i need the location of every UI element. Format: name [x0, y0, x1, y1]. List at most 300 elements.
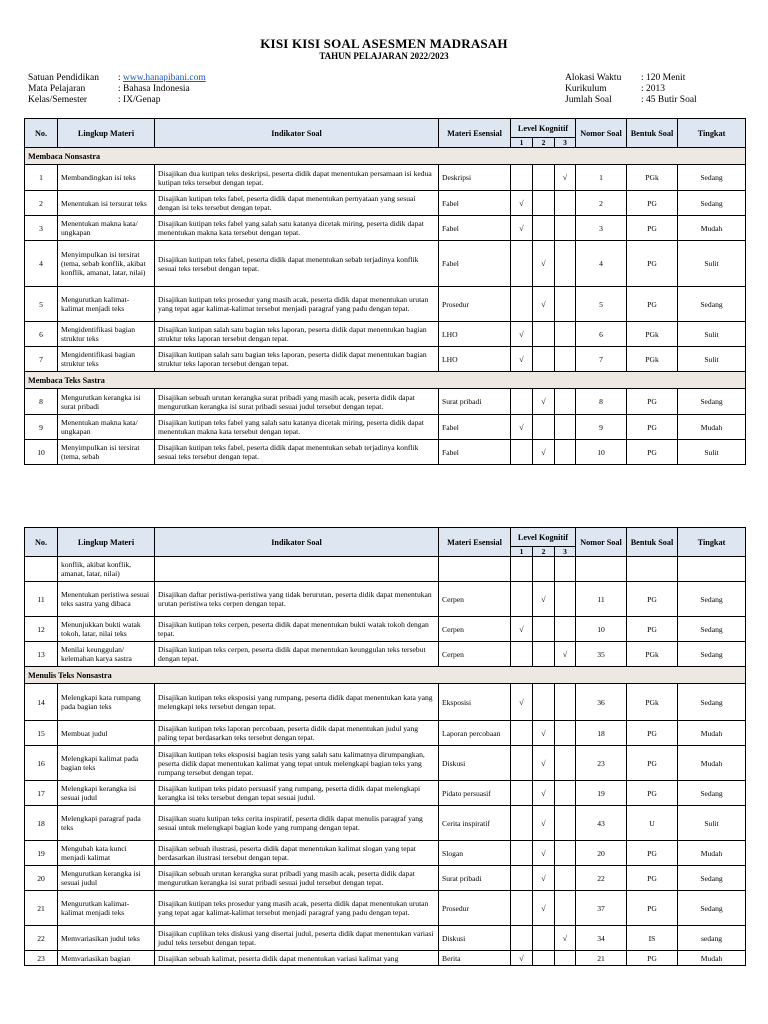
cell-lingkup: Mengurutkan kerangka isi surat pribadi: [58, 389, 155, 415]
table-row: [25, 191, 746, 216]
cell-bentuk: PG: [627, 440, 678, 465]
cell-indikator: Disajikan kutipan teks cerpen, peserta didik dapat menentukan bukti watak tokoh dengan tepat.: [155, 617, 439, 642]
info-left-label: Kelas/Semester: [28, 95, 88, 105]
cell-nomor: 4: [576, 241, 627, 287]
table-row: [25, 841, 746, 866]
table-row: [25, 557, 746, 582]
cell-bentuk: PGk: [627, 165, 678, 191]
cell-indikator: Disajikan kutipan teks fabel yang salah satu katanya dicetak miring, peserta didik dapat menentukan makna kata tersebut dengan tepat.: [155, 415, 439, 440]
cell-materi: Fabel: [439, 241, 511, 287]
cell-level-2: √: [533, 891, 555, 926]
cell-bentuk: PG: [627, 582, 678, 617]
cell-level-1: [511, 866, 533, 891]
section-row: [25, 372, 746, 389]
cell-nomor: 23: [576, 746, 627, 781]
cell-bentuk: PG: [627, 389, 678, 415]
cell-no: 11: [25, 582, 58, 617]
cell-lingkup: konflik, akibat konflik, amanat, latar, nilai): [58, 557, 155, 582]
cell-indikator: Disajikan kutipan teks eksposisi bagian tesis yang salah satu kalimatnya dirumpangkan, peserta didik dapat menentukan kalimat yang tepat untuk melengkapi bagian teks yang rumpang tersebut dengan tepat.: [155, 746, 439, 781]
cell-level-2: [533, 926, 555, 951]
cell-level-3: [555, 241, 576, 287]
table-row: [25, 781, 746, 806]
table-row: [25, 746, 746, 781]
cell-level-3: [555, 891, 576, 926]
cell-materi: Slogan: [439, 841, 511, 866]
cell-nomor: 3: [576, 216, 627, 241]
cell-materi: Cerita inspiratif: [439, 806, 511, 841]
cell-level-3: [555, 582, 576, 617]
cell-level-1: √: [511, 415, 533, 440]
cell-no: [25, 557, 58, 582]
cell-nomor: 2: [576, 191, 627, 216]
cell-level-3: √: [555, 642, 576, 667]
cell-tingkat: Sedang: [678, 684, 746, 721]
col-header-level-3: 3: [555, 138, 576, 148]
cell-tingkat: Sedang: [678, 866, 746, 891]
cell-level-1: √: [511, 347, 533, 372]
table-row: [25, 866, 746, 891]
cell-materi: Fabel: [439, 216, 511, 241]
table-row: [25, 582, 746, 617]
info-left-label: Mata Pelajaran: [28, 84, 86, 94]
cell-bentuk: IS: [627, 926, 678, 951]
info-left-value: : Bahasa Indonesia: [118, 84, 190, 94]
cell-materi: Eksposisi: [439, 684, 511, 721]
cell-bentuk: PG: [627, 216, 678, 241]
cell-lingkup: Menunjukkan bukti watak tokoh, latar, nilai teks: [58, 617, 155, 642]
cell-level-2: √: [533, 582, 555, 617]
cell-level-3: √: [555, 926, 576, 951]
cell-materi: Cerpen: [439, 582, 511, 617]
cell-tingkat: Sedang: [678, 165, 746, 191]
cell-level-3: [555, 721, 576, 746]
cell-indikator: Disajikan kutipan teks pidato persuasif yang rumpang, peserta didik dapat melengkapi kerangka isi teks tersebut dengan tepat sesuai judul.: [155, 781, 439, 806]
cell-level-1: [511, 557, 533, 582]
cell-materi: Surat pribadi: [439, 389, 511, 415]
cell-lingkup: Mengurutkan kalimat-kalimat menjadi teks: [58, 287, 155, 322]
table-row: [25, 347, 746, 372]
cell-level-3: [555, 617, 576, 642]
cell-level-2: √: [533, 721, 555, 746]
cell-bentuk: PGk: [627, 322, 678, 347]
cell-bentuk: PG: [627, 891, 678, 926]
cell-level-1: [511, 165, 533, 191]
table-row: [25, 617, 746, 642]
cell-tingkat: Sedang: [678, 287, 746, 322]
table-row: [25, 891, 746, 926]
col-header-nomor: Nomor Soal: [576, 528, 627, 557]
cell-level-3: [555, 866, 576, 891]
cell-lingkup: Melengkapi kata rumpang pada bagian teks: [58, 684, 155, 721]
cell-nomor: 11: [576, 582, 627, 617]
table-row: [25, 684, 746, 721]
cell-materi: Diskusi: [439, 746, 511, 781]
cell-lingkup: Mengidentifikasi bagian struktur teks: [58, 322, 155, 347]
cell-level-2: [533, 557, 555, 582]
cell-bentuk: PG: [627, 746, 678, 781]
cell-indikator: Disajikan kutipan teks prosedur yang masih acak, peserta didik dapat menentukan urutan yang tepat agar kalimat-kalimat tersebut menjadi paragraf yang padu dengan tepat.: [155, 287, 439, 322]
cell-no: 13: [25, 642, 58, 667]
cell-materi: Prosedur: [439, 891, 511, 926]
cell-level-1: [511, 746, 533, 781]
col-header-lingkup: Lingkup Materi: [58, 528, 155, 557]
info-right-row: [565, 95, 697, 106]
cell-nomor: 10: [576, 617, 627, 642]
cell-tingkat: Mudah: [678, 415, 746, 440]
cell-level-2: [533, 951, 555, 966]
cell-no: 18: [25, 806, 58, 841]
cell-indikator: Disajikan sebuah ilustrasi, peserta didik dapat menentukan kalimat slogan yang tepat berdasarkan ilustrasi tersebut dengan tepat.: [155, 841, 439, 866]
cell-indikator: Disajikan kutipan teks fabel, peserta didik dapat menentukan sebab terjadinya konflik sesuai teks tersebut dengan tepat.: [155, 440, 439, 465]
section-label: Menulis Teks Nonsastra: [25, 667, 746, 684]
col-header-level-2: 2: [533, 138, 555, 148]
cell-materi: Pidato persuasif: [439, 781, 511, 806]
cell-bentuk: PG: [627, 841, 678, 866]
cell-lingkup: Mengurutkan kalimat-kalimat menjadi teks: [58, 891, 155, 926]
cell-bentuk: PG: [627, 191, 678, 216]
col-header-level: Level Kognitif: [511, 119, 576, 138]
cell-level-1: √: [511, 684, 533, 721]
cell-level-1: √: [511, 951, 533, 966]
cell-level-2: √: [533, 389, 555, 415]
cell-level-1: [511, 389, 533, 415]
cell-tingkat: Mudah: [678, 951, 746, 966]
cell-indikator: Disajikan sebuah kalimat, peserta didik dapat menentukan variasi kalimat yang: [155, 951, 439, 966]
cell-bentuk: PGk: [627, 684, 678, 721]
cell-level-2: √: [533, 440, 555, 465]
info-right-value: : 2013: [641, 84, 666, 94]
cell-indikator: Disajikan kutipan teks cerpen, peserta didik dapat menentukan keunggulan teks tersebut dengan tepat.: [155, 642, 439, 667]
cell-level-2: [533, 684, 555, 721]
cell-lingkup: Mengubah kata kunci menjadi kalimat: [58, 841, 155, 866]
cell-bentuk: PG: [627, 866, 678, 891]
cell-level-2: √: [533, 781, 555, 806]
cell-no: 22: [25, 926, 58, 951]
cell-lingkup: Menilai keunggulan/ kelemahan karya sastra: [58, 642, 155, 667]
info-left-row: [28, 95, 206, 106]
cell-tingkat: Sulit: [678, 806, 746, 841]
cell-tingkat: Sulit: [678, 440, 746, 465]
col-header-no: No.: [25, 119, 58, 148]
cell-indikator: Disajikan sebuah urutan kerangka surat pribadi yang masih acak, peserta didik dapat mengurutkan kerangka isi surat pribadi sesuai judul tersebut dengan tepat.: [155, 389, 439, 415]
document-subtitle: TAHUN PELAJARAN 2022/2023: [319, 51, 449, 61]
cell-level-2: [533, 322, 555, 347]
cell-tingkat: Sedang: [678, 389, 746, 415]
cell-level-3: [555, 746, 576, 781]
cell-level-2: √: [533, 746, 555, 781]
cell-level-2: [533, 165, 555, 191]
col-header-indikator: Indikator Soal: [155, 119, 439, 148]
info-right: [565, 73, 697, 106]
cell-level-1: [511, 287, 533, 322]
cell-indikator: Disajikan kutipan teks fabel yang salah satu katanya dicetak miring, peserta didik dapat menentukan makna kata tersebut dengan tepat.: [155, 216, 439, 241]
cell-nomor: 22: [576, 866, 627, 891]
kisi-table-1: [24, 118, 746, 465]
cell-bentuk: PGk: [627, 347, 678, 372]
cell-lingkup: Melengkapi kerangka isi sesuai judul: [58, 781, 155, 806]
cell-indikator: Disajikan kutipan salah satu bagian teks laporan, peserta didik dapat menentukan bagian struktur teks laporan tersebut dengan tepat.: [155, 347, 439, 372]
cell-level-1: [511, 781, 533, 806]
cell-nomor: 35: [576, 642, 627, 667]
cell-materi: Fabel: [439, 415, 511, 440]
cell-level-2: √: [533, 806, 555, 841]
section-label: Membaca Teks Sastra: [25, 372, 746, 389]
table-row: [25, 165, 746, 191]
cell-level-1: √: [511, 617, 533, 642]
cell-no: 23: [25, 951, 58, 966]
cell-nomor: 10: [576, 440, 627, 465]
info-right-value: : 45 Butir Soal: [641, 95, 697, 105]
cell-level-3: [555, 951, 576, 966]
cell-lingkup: Menentukan peristiwa sesuai teks sastra yang dibaca: [58, 582, 155, 617]
cell-indikator: Disajikan kutipan teks laporan percobaan, peserta didik dapat menentukan judul yang paling tepat berdasarkan teks tersebut dengan tepat.: [155, 721, 439, 746]
info-left-value: : IX/Genap: [118, 95, 161, 105]
cell-lingkup: Melengkapi kalimat pada bagian teks: [58, 746, 155, 781]
cell-materi: Laporan percobaan: [439, 721, 511, 746]
cell-nomor: 34: [576, 926, 627, 951]
website-link[interactable]: : www.hanapibani.com: [118, 73, 206, 83]
cell-no: 2: [25, 191, 58, 216]
cell-bentuk: PG: [627, 241, 678, 287]
cell-no: 21: [25, 891, 58, 926]
col-header-indikator: Indikator Soal: [155, 528, 439, 557]
cell-bentuk: PGk: [627, 642, 678, 667]
cell-level-1: √: [511, 191, 533, 216]
cell-nomor: 8: [576, 389, 627, 415]
cell-level-3: √: [555, 165, 576, 191]
info-left: [28, 73, 206, 106]
col-header-no: No.: [25, 528, 58, 557]
cell-tingkat: Sedang: [678, 891, 746, 926]
cell-no: 10: [25, 440, 58, 465]
cell-level-3: [555, 781, 576, 806]
cell-level-3: [555, 841, 576, 866]
table-row: [25, 389, 746, 415]
website-link-text[interactable]: www.hanapibani.com: [123, 73, 206, 83]
section-label: Membaca Nonsastra: [25, 148, 746, 165]
cell-lingkup: Menentukan makna kata/ ungkapan: [58, 216, 155, 241]
table-row: [25, 322, 746, 347]
cell-nomor: 43: [576, 806, 627, 841]
cell-level-1: [511, 891, 533, 926]
cell-level-1: √: [511, 322, 533, 347]
cell-level-3: [555, 806, 576, 841]
cell-level-1: [511, 926, 533, 951]
cell-indikator: Disajikan kutipan teks prosedur yang masih acak, peserta didik dapat menentukan urutan yang tepat agar kalimat-kalimat tersebut menjadi paragraf yang padu dengan tepat.: [155, 891, 439, 926]
cell-no: 7: [25, 347, 58, 372]
table-row: [25, 926, 746, 951]
cell-level-3: [555, 191, 576, 216]
cell-materi: Prosedur: [439, 287, 511, 322]
cell-level-1: [511, 241, 533, 287]
table-row: [25, 721, 746, 746]
cell-lingkup: Menyimpulkan isi tersirat (tema, sebab konflik, akibat konflik, amanat, latar, nilai): [58, 241, 155, 287]
cell-nomor: 36: [576, 684, 627, 721]
cell-no: 9: [25, 415, 58, 440]
cell-lingkup: Membandingkan isi teks: [58, 165, 155, 191]
cell-tingkat: Mudah: [678, 841, 746, 866]
col-header-level-1: 1: [511, 138, 533, 148]
cell-materi: Berita: [439, 951, 511, 966]
info-left-label: Satuan Pendidikan: [28, 73, 99, 83]
col-header-level-3: 3: [555, 547, 576, 557]
cell-level-2: √: [533, 866, 555, 891]
info-left-row: [28, 84, 206, 95]
cell-level-2: [533, 617, 555, 642]
cell-materi: LHO: [439, 347, 511, 372]
cell-bentuk: PG: [627, 287, 678, 322]
cell-bentuk: PG: [627, 951, 678, 966]
cell-bentuk: U: [627, 806, 678, 841]
info-right-value: : 120 Menit: [641, 73, 686, 83]
cell-indikator: [155, 557, 439, 582]
cell-no: 17: [25, 781, 58, 806]
cell-level-3: [555, 389, 576, 415]
cell-lingkup: Menentukan isi tersurat teks: [58, 191, 155, 216]
cell-level-1: [511, 721, 533, 746]
cell-lingkup: Melengkapi paragraf pada teks: [58, 806, 155, 841]
cell-nomor: 9: [576, 415, 627, 440]
cell-tingkat: Sedang: [678, 642, 746, 667]
cell-materi: Cerpen: [439, 642, 511, 667]
table-row: [25, 415, 746, 440]
info-right-row: [565, 84, 697, 95]
cell-level-1: [511, 642, 533, 667]
section-row: [25, 667, 746, 684]
cell-level-2: √: [533, 241, 555, 287]
cell-tingkat: Mudah: [678, 721, 746, 746]
cell-no: 5: [25, 287, 58, 322]
cell-lingkup: Membuat judul: [58, 721, 155, 746]
cell-tingkat: Sedang: [678, 617, 746, 642]
col-header-materi: Materi Esensial: [439, 119, 511, 148]
cell-no: 1: [25, 165, 58, 191]
cell-tingkat: Sulit: [678, 241, 746, 287]
cell-level-2: [533, 216, 555, 241]
cell-materi: Fabel: [439, 191, 511, 216]
cell-level-2: [533, 347, 555, 372]
cell-lingkup: Memvariasikan judul teks: [58, 926, 155, 951]
cell-no: 4: [25, 241, 58, 287]
cell-indikator: Disajikan kutipan teks fabel, peserta didik dapat menentukan sebab terjadinya konflik sesuai teks tersebut dengan tepat.: [155, 241, 439, 287]
cell-level-3: [555, 216, 576, 241]
cell-level-2: [533, 642, 555, 667]
cell-materi: Deskripsi: [439, 165, 511, 191]
info-right-label: Jumlah Soal: [565, 95, 612, 105]
cell-nomor: 1: [576, 165, 627, 191]
cell-level-2: √: [533, 287, 555, 322]
col-header-lingkup: Lingkup Materi: [58, 119, 155, 148]
cell-tingkat: Sedang: [678, 191, 746, 216]
cell-lingkup: Memvariasikan bagian: [58, 951, 155, 966]
cell-level-1: [511, 440, 533, 465]
cell-nomor: 7: [576, 347, 627, 372]
cell-bentuk: [627, 557, 678, 582]
cell-no: 15: [25, 721, 58, 746]
cell-level-2: [533, 191, 555, 216]
cell-indikator: Disajikan cuplikan teks diskusi yang disertai judul, peserta didik dapat menentukan variasi judul teks tersebut dengan tepat.: [155, 926, 439, 951]
cell-level-3: [555, 287, 576, 322]
table-row: [25, 241, 746, 287]
cell-tingkat: Sulit: [678, 322, 746, 347]
table-row: [25, 216, 746, 241]
cell-level-3: [555, 347, 576, 372]
cell-no: 16: [25, 746, 58, 781]
info-right-label: Kurikulum: [565, 84, 607, 94]
cell-nomor: 18: [576, 721, 627, 746]
col-header-materi: Materi Esensial: [439, 528, 511, 557]
cell-materi: Cerpen: [439, 617, 511, 642]
cell-nomor: 21: [576, 951, 627, 966]
col-header-nomor: Nomor Soal: [576, 119, 627, 148]
cell-tingkat: Mudah: [678, 746, 746, 781]
cell-level-3: [555, 557, 576, 582]
cell-lingkup: Mengurutkan kerangka isi sesuai judul: [58, 866, 155, 891]
cell-indikator: Disajikan kutipan teks eksposisi yang rumpang, peserta didik dapat menentukan kata yang melengkapi teks tersebut dengan tepat.: [155, 684, 439, 721]
cell-tingkat: sedang: [678, 926, 746, 951]
cell-indikator: Disajikan suatu kutipan teks cerita inspiratif, peserta didik dapat menulis paragraf yang sesuai untuk melengkapi bagian kode yang rumpang dengan tepat.: [155, 806, 439, 841]
cell-no: 20: [25, 866, 58, 891]
table-row: [25, 806, 746, 841]
cell-tingkat: Mudah: [678, 216, 746, 241]
cell-level-3: [555, 415, 576, 440]
cell-nomor: [576, 557, 627, 582]
info-right-row: [565, 73, 697, 84]
cell-indikator: Disajikan dua kutipan teks deskripsi, peserta didik dapat menentukan persamaan isi kedua kutipan teks tersebut dengan tepat.: [155, 165, 439, 191]
cell-indikator: Disajikan kutipan salah satu bagian teks laporan, peserta didik dapat menentukan bagian struktur teks laporan tersebut dengan tepat.: [155, 322, 439, 347]
cell-no: 19: [25, 841, 58, 866]
cell-nomor: 37: [576, 891, 627, 926]
cell-level-3: [555, 684, 576, 721]
cell-indikator: Disajikan daftar peristiwa-peristiwa yang tidak berurutan, peserta didik dapat menentukan urutan peristiwa teks cerpen dengan tepat.: [155, 582, 439, 617]
cell-nomor: 6: [576, 322, 627, 347]
cell-bentuk: PG: [627, 617, 678, 642]
cell-lingkup: Menentukan makna kata/ ungkapan: [58, 415, 155, 440]
cell-level-3: [555, 440, 576, 465]
cell-materi: Surat pribadi: [439, 866, 511, 891]
cell-no: 6: [25, 322, 58, 347]
col-header-tingkat: Tingkat: [678, 119, 746, 148]
col-header-bentuk: Bentuk Soal: [627, 528, 678, 557]
cell-no: 3: [25, 216, 58, 241]
document-title: KISI KISI SOAL ASESMEN MADRASAH: [260, 36, 508, 51]
cell-tingkat: Sulit: [678, 347, 746, 372]
cell-lingkup: Mengidentifikasi bagian struktur teks: [58, 347, 155, 372]
section-row: [25, 148, 746, 165]
col-header-level-1: 1: [511, 547, 533, 557]
cell-level-2: √: [533, 841, 555, 866]
table-row: [25, 642, 746, 667]
cell-tingkat: Sedang: [678, 781, 746, 806]
cell-level-3: [555, 322, 576, 347]
cell-no: 14: [25, 684, 58, 721]
cell-bentuk: PG: [627, 721, 678, 746]
cell-level-1: [511, 841, 533, 866]
kisi-table-2: [24, 527, 746, 966]
cell-lingkup: Menyimpulkan isi tersirat (tema, sebab: [58, 440, 155, 465]
table-row: [25, 440, 746, 465]
col-header-tingkat: Tingkat: [678, 528, 746, 557]
cell-level-1: √: [511, 216, 533, 241]
table-row: [25, 951, 746, 966]
col-header-bentuk: Bentuk Soal: [627, 119, 678, 148]
cell-no: 12: [25, 617, 58, 642]
cell-nomor: 20: [576, 841, 627, 866]
cell-level-1: [511, 582, 533, 617]
cell-indikator: Disajikan sebuah urutan kerangka surat pribadi yang masih acak, peserta didik dapat mengurutkan kerangka isi surat pribadi sesuai judul tersebut dengan tepat.: [155, 866, 439, 891]
cell-tingkat: Sedang: [678, 582, 746, 617]
cell-nomor: 5: [576, 287, 627, 322]
